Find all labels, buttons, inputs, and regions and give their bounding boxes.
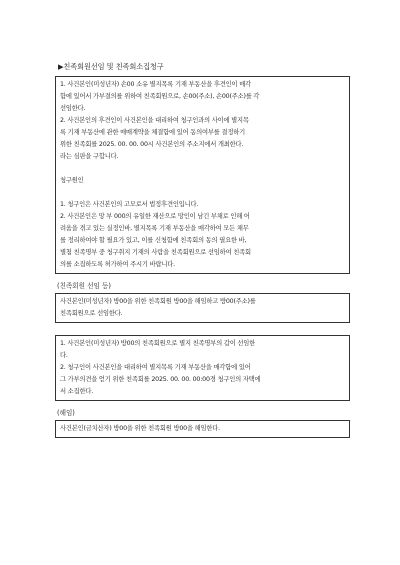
reason-line: 2. 사건본인은 망 부 000의 유일한 재산으로 망인이 남긴 부채로 인해 어: [60, 213, 250, 220]
dismiss-label: (해임): [57, 409, 75, 417]
purpose-line: 위한 친족회를 2025. 00. 00. 00시 사건본인의 주소지에서 개최한다.: [60, 141, 244, 148]
spacer: [60, 163, 345, 175]
reason-line: 를 정리하여야 할 필요가 있고, 이를 신청함에 친족회의 동의 필요한 바,: [60, 237, 247, 244]
reason-line: 1. 청구인은 사건본인의 고모로서 법정후견인입니다.: [60, 201, 199, 208]
purpose-line: 선임한다.: [60, 105, 86, 112]
meeting-line: 다.: [60, 352, 68, 359]
purpose-line: 록 기재 부동산에 관한 매매계약을 체결함에 있어 동의여부를 결정하기: [60, 129, 246, 136]
appoint-line: 사건본인(미성년자) 방00을 위한 친족회원 방00을 해임하고 방00(주소)를: [60, 298, 256, 305]
dismiss-box: [55, 420, 350, 438]
meeting-box: [55, 335, 350, 401]
purpose-line: 2. 사건본인의 후견인이 사건본인을 대리하여 청구인과의 사이에 별지목: [60, 117, 249, 124]
petition-box: [55, 76, 350, 274]
meeting-line: 그 가부의견을 얻기 위한 친족회를 2025. 00. 00. 00:00경 청구인의 자택에: [60, 376, 261, 383]
purpose-line: 라는 심판을 구합니다.: [60, 153, 119, 160]
meeting-line: 서 소집한다.: [60, 388, 94, 395]
meeting-line: 2. 청구인이 사건본인을 대리하여 별지목록 기재 부동산을 매각함에 있어: [60, 364, 251, 371]
spacer: [60, 187, 345, 199]
reason-line: 려움을 겪고 있는 실정인바, 별지목록 기재 부동산을 매각하여 모든 채무: [60, 225, 249, 232]
reason-line: 별첨 친족명부 중 청구취지 기재의 사람을 친족회원으로 선임하여 친족회: [60, 249, 251, 256]
reason-heading: 청구원인: [60, 177, 84, 184]
meeting-line: 1. 사건본인(미성년자) 방00의 친족회원으로 별지 친족명부의 갑이 선임한: [60, 340, 256, 347]
section-title: ▶친족회원선임 및 친족회소집청구: [58, 62, 164, 71]
document-body: [55, 62, 350, 438]
appoint-box: [55, 293, 350, 323]
dismiss-line: 사건본인(금치산자) 방00을 위한 친족회원 방00을 해임한다.: [60, 425, 220, 432]
appoint-label: (친족회원 선임 등): [57, 282, 111, 290]
purpose-line: 1. 사건본인(미성년자) 손00 소유 별지목록 기재 부동산을 후견인이 매각: [60, 81, 251, 88]
purpose-line: 함에 있어서 가부결의를 위하여 친족회원으로, 손00(주소), 손00(주소)를 각: [60, 93, 260, 100]
appoint-line: 친족회원으로 선임한다.: [60, 310, 123, 317]
reason-line: 의를 소집하도록 허가하여 주시기 바랍니다.: [60, 261, 175, 268]
spacer: [55, 323, 350, 335]
